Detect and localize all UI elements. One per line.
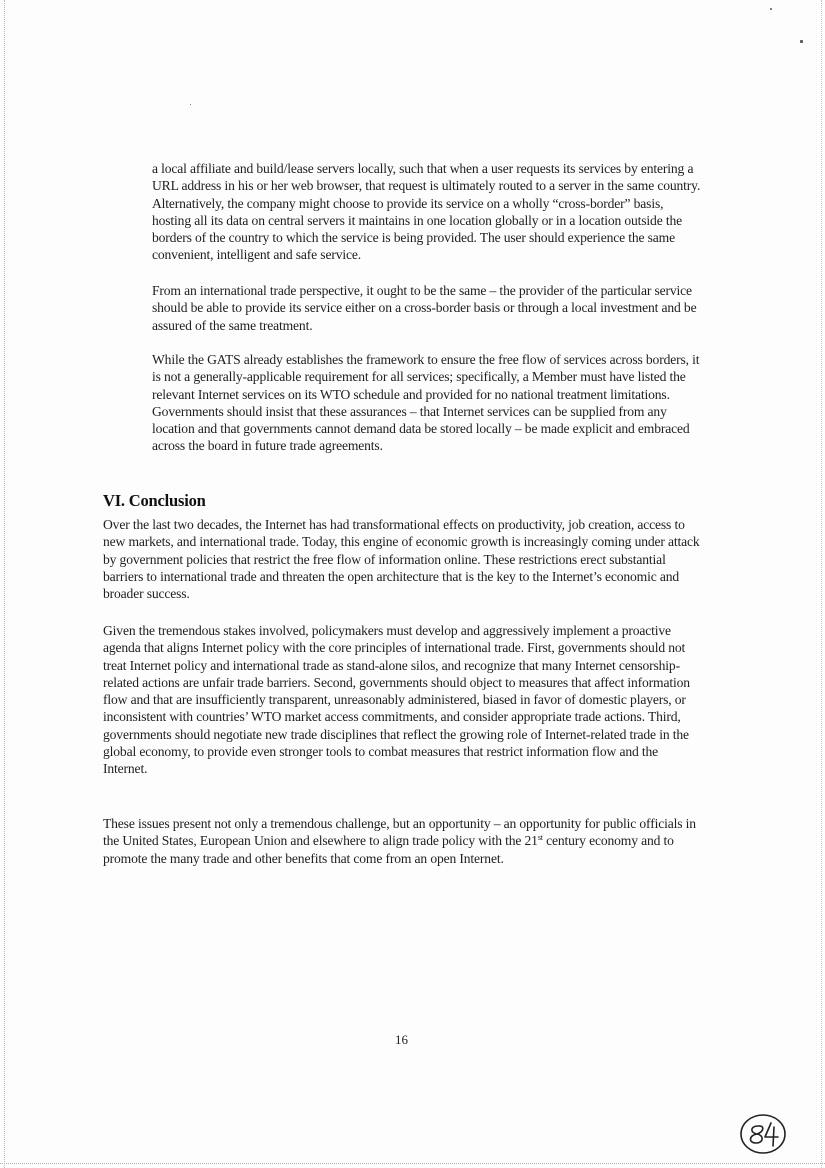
scan-edge-left [4,0,5,1168]
scan-speck [190,104,191,105]
page-number: 16 [395,1032,408,1047]
conclusion-paragraph-3-text-end: century economy and to promote the many trade and other benefits that come from an open Internet. [103,833,674,866]
section-heading-conclusion: VI. Conclusion [103,491,206,510]
scan-edge-right [821,0,822,1168]
body-paragraph-trade-perspective: From an international trade perspective, it ought to be the same – the provider of the particular service should be able to provide its service either on a cross-border basis or through a local investment and be assured of the same treatment. [152,283,697,333]
conclusion-paragraph-3 [103,815,703,867]
scan-speck [800,40,803,43]
conclusion-paragraph-1: Over the last two decades, the Internet has had transformational effects on productivity, job creation, access to new markets, and international trade. Today, this engine of economic growth is increasingly coming under attack by government policies that restrict the free flow of information online. These restrictions erect substantial barriers to international trade and threaten the open architecture that is the key to the Internet’s economic and broader success. [103,517,700,602]
ordinal-suffix: st [537,833,543,843]
conclusion-paragraph-3-text: These issues present not only a tremendous challenge, but an opportunity – an opportunity for public officials in the United States, European Union and elsewhere to align trade policy with the 21 [103,816,696,849]
handwritten-page-stamp [738,1110,788,1156]
body-paragraph-continued: a local affiliate and build/lease servers locally, such that when a user requests its services by entering a URL address in his or her web browser, that request is ultimately routed to a server in the same country. Alternatively, the company might choose to provide its service on a wholly “cross-border” basis, hosting all its data on central servers it maintains in one location globally or in a location outside the borders of the country to which the service is being provided. The user should experience the same convenient, intelligent and safe service. [152,161,701,263]
scan-edge-bottom [0,1163,825,1164]
conclusion-paragraph-2: Given the tremendous stakes involved, policymakers must develop and aggressively implement a proactive agenda that aligns Internet policy with the core principles of international trade. First, governments should not treat Internet policy and international trade as stand-alone silos, and recognize that many Internet censorship-related actions are unfair trade barriers. Second, governments should object to measures that affect information flow and that are insufficiently transparent, unreasonably administered, biased in favor of domestic players, or inconsistent with countries’ WTO market access commitments, and consider appropriate trade actions. Third, governments should negotiate new trade disciplines that reflect the growing role of Internet-related trade in the global economy, to provide even stronger tools to combat measures that restrict information flow and the Internet. [103,623,690,777]
body-paragraph-gats: While the GATS already establishes the framework to ensure the free flow of services across borders, it is not a generally-applicable requirement for all services; specifically, a Member must have listed the relevant Internet services on its WTO schedule and provided for no national treatment limitations. Governments should insist that these assurances – that Internet services can be supplied from any location and that governments cannot demand data be stored locally – be made explicit and embraced across the board in future trade agreements. [152,352,700,454]
scan-speck [770,8,772,10]
